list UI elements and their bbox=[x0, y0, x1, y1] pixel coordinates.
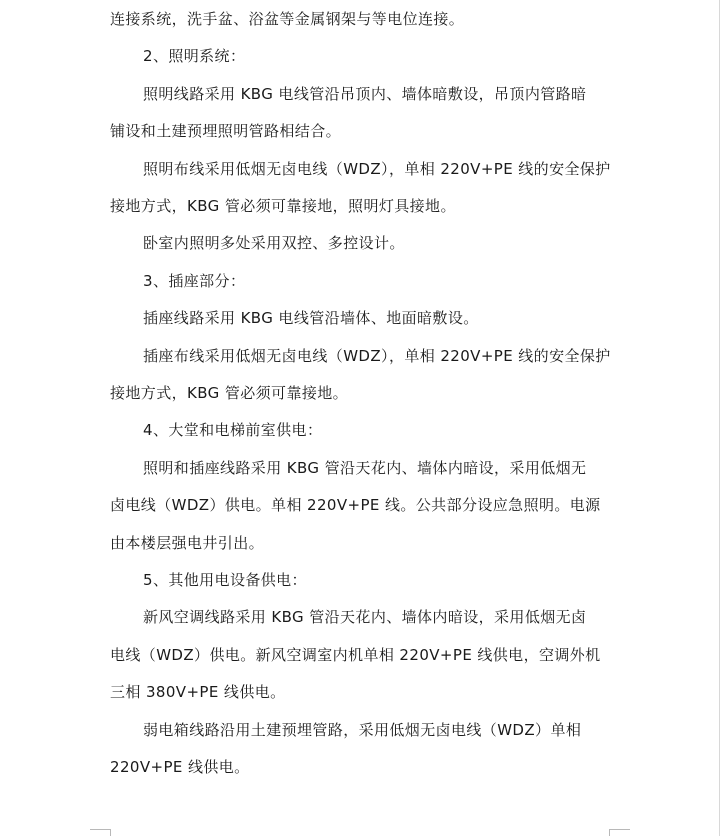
text-line: 220V+PE 线供电。 bbox=[110, 758, 250, 776]
crop-mark-bottom-left-h bbox=[90, 829, 110, 830]
text-line: 插座线路采用 KBG 电线管沿墙体、地面暗敷设。 bbox=[143, 309, 479, 328]
text-line: 照明布线采用低烟无卤电线（WDZ），单相 220V+PE 线的安全保护 bbox=[143, 159, 611, 178]
text-line: 5、其他用电设备供电： bbox=[143, 571, 307, 589]
crop-mark-bottom-right-h bbox=[610, 829, 630, 830]
text-line: 2、照明系统： bbox=[143, 47, 246, 66]
text-line: 卧室内照明多处采用双控、多控设计。 bbox=[143, 234, 405, 253]
text-line: 4、大堂和电梯前室供电： bbox=[143, 421, 323, 440]
text-line: 三相 380V+PE 线供电。 bbox=[110, 683, 286, 702]
text-line: 接地方式，KBG 管必须可靠接地，照明灯具接地。 bbox=[110, 197, 456, 215]
text-line: 照明线路采用 KBG 电线管沿吊顶内、墙体暗敷设，吊顶内管路暗 bbox=[143, 84, 587, 103]
text-line: 照明和插座线路采用 KBG 管沿天花内、墙体内暗设，采用低烟无 bbox=[143, 458, 587, 477]
text-line: 电线（WDZ）供电。新风空调室内机单相 220V+PE 线供电，空调外机 bbox=[110, 645, 601, 664]
crop-mark-bottom-right-v bbox=[609, 829, 610, 836]
text-line: 弱电箱线路沿用土建预埋管路，采用低烟无卤电线（WDZ）单相 bbox=[143, 720, 582, 739]
text-line: 卤电线（WDZ）供电。单相 220V+PE 线。公共部分设应急照明。电源 bbox=[110, 496, 601, 515]
text-line: 接地方式，KBG 管必须可靠接地。 bbox=[110, 384, 349, 402]
text-line: 铺设和土建预埋照明管路相结合。 bbox=[110, 122, 342, 141]
text-line: 3、插座部分： bbox=[143, 271, 246, 290]
crop-mark-bottom-left-v bbox=[110, 829, 111, 836]
text-line: 插座布线采用低烟无卤电线（WDZ），单相 220V+PE 线的安全保护 bbox=[143, 346, 611, 365]
text-line: 由本楼层强电井引出。 bbox=[110, 533, 265, 552]
text-line: 新风空调线路采用 KBG 管沿天花内、墙体内暗设，采用低烟无卤 bbox=[143, 608, 587, 627]
text-line: 连接系统，洗手盆、浴盆等金属钢架与等电位连接。 bbox=[110, 10, 465, 28]
